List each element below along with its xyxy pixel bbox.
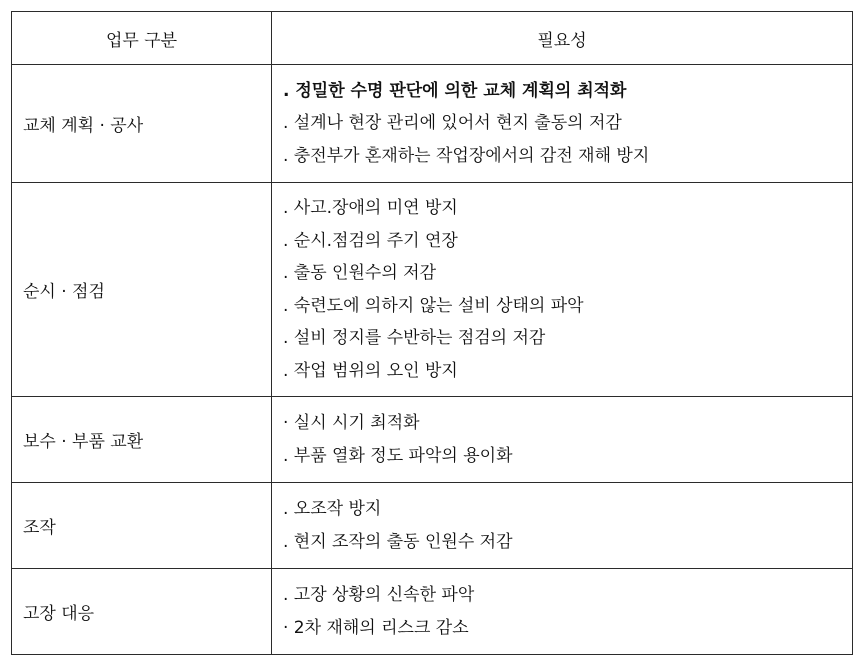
necessity-item: . 숙련도에 의하지 않는 설비 상태의 파악 [283,295,584,316]
necessity-list [283,192,844,387]
necessity-table [11,11,853,655]
necessity-item: . 설비 정지를 수반하는 점검의 저감 [283,328,546,348]
table-row [12,65,853,183]
necessity-cell [272,397,853,483]
table-row [12,183,853,397]
necessity-cell [272,183,853,397]
necessity-item: . 부품 열화 정도 파악의 용이화 [283,445,513,466]
necessity-list [283,579,844,644]
table-body [12,65,853,655]
necessity-item: . 설계나 현장 관리에 있어서 현지 출동의 저감 [283,113,622,134]
category-cell: 순시 · 점검 [12,183,272,397]
category-cell: 교체 계획 · 공사 [12,65,272,183]
necessity-cell [272,65,853,183]
necessity-item: · 실시 시기 최적화 [283,413,420,433]
header-necessity: 필요성 [272,12,853,65]
category-cell: 보수 · 부품 교환 [12,397,272,483]
table-row [12,397,853,483]
necessity-item: . 고장 상황의 신속한 파악 [283,585,475,605]
necessity-item: . 순시.점검의 주기 연장 [283,230,458,251]
necessity-item: . 정밀한 수명 판단에 의한 교체 계획의 최적화 [283,80,627,101]
table-row [12,483,853,569]
category-cell: 고장 대응 [12,569,272,655]
necessity-item: . 오조작 방지 [283,499,382,519]
necessity-item: . 현지 조작의 출동 인원수 저감 [283,531,513,552]
necessity-list [283,75,844,173]
header-row [12,12,853,65]
necessity-item: . 출동 인원수의 저감 [283,263,436,283]
necessity-item: . 작업 범위의 오인 방지 [283,360,458,381]
necessity-item: . 충전부가 혼재하는 작업장에서의 감전 재해 방지 [283,145,650,166]
header-category: 업무 구분 [12,12,272,65]
necessity-item: · 2차 재해의 리스크 감소 [283,617,469,638]
necessity-item: . 사고.장애의 미연 방지 [283,198,458,218]
category-cell: 조작 [12,483,272,569]
table-container [11,11,853,655]
necessity-cell [272,569,853,655]
table-row [12,569,853,655]
necessity-cell [272,483,853,569]
necessity-list [283,493,844,558]
necessity-list [283,407,844,472]
